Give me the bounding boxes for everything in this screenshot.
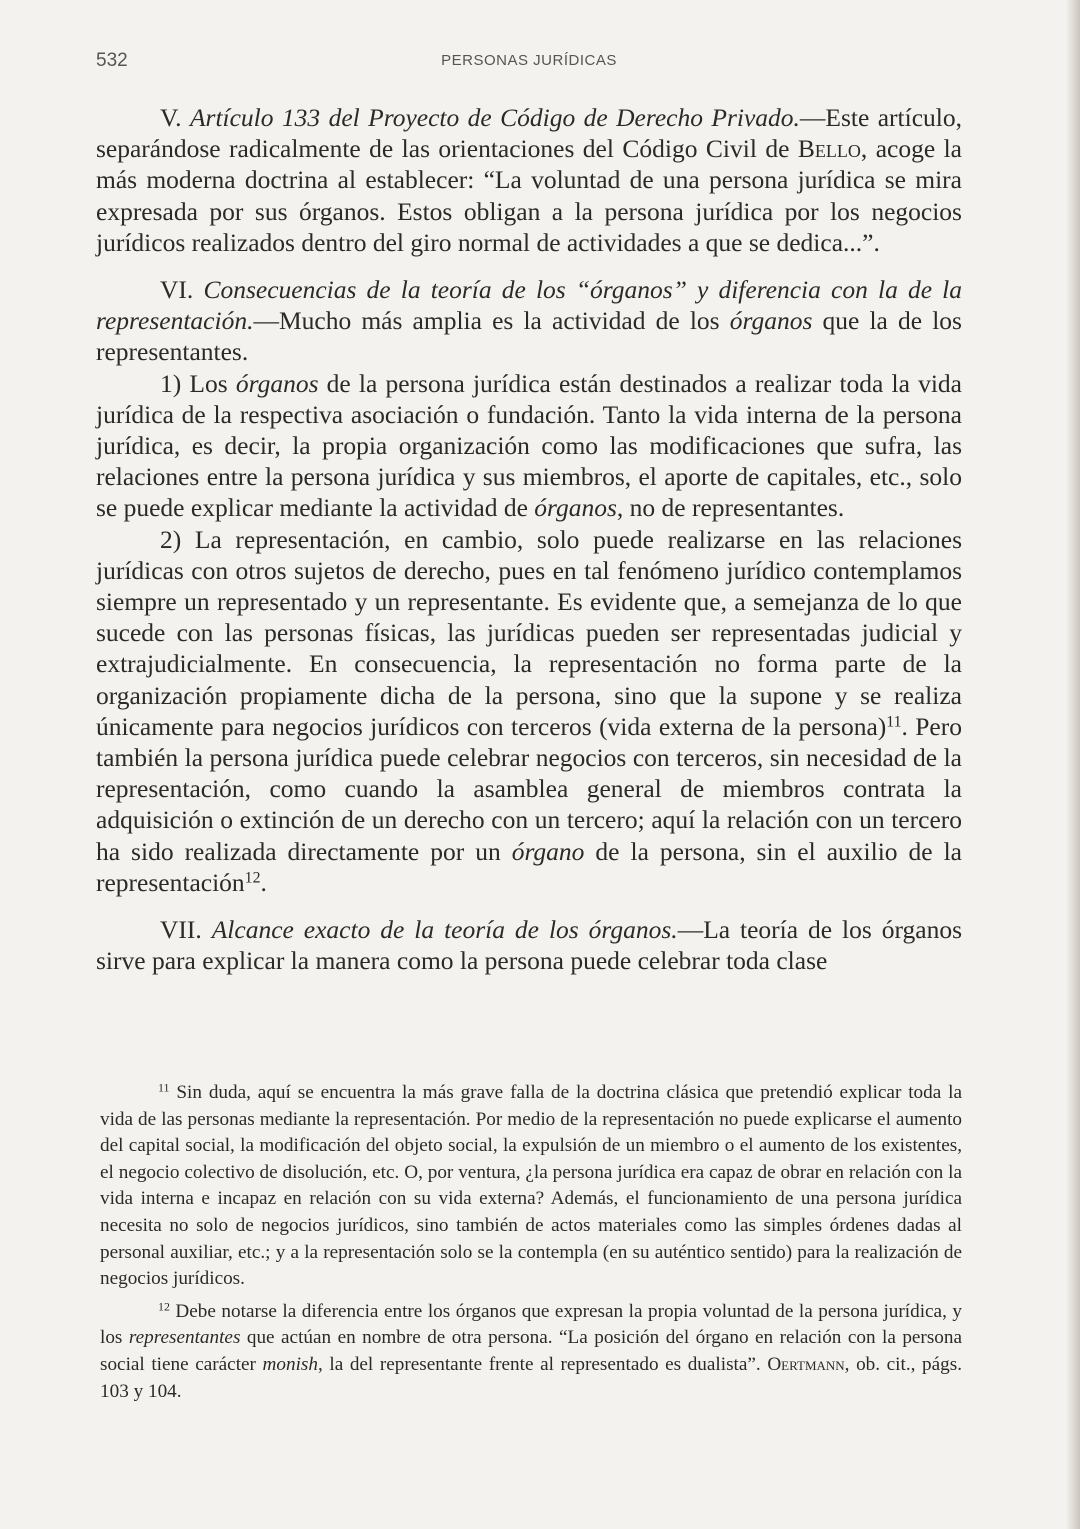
item-2-paragraph <box>96 524 962 898</box>
section-numeral: VI. <box>160 275 194 305</box>
paragraph-text: . <box>260 867 267 897</box>
footnote-ref-11[interactable]: 11 <box>886 713 902 731</box>
paragraph-text: —Mucho más amplia es la actividad de los <box>253 306 730 336</box>
paragraph-text: —Este artículo, separándose radicalmente de las orientaciones del Código Civil de <box>96 103 962 164</box>
footnote-text: , ob. cit., págs. 103 y 104. <box>100 1353 962 1402</box>
footnote-12 <box>100 1299 962 1405</box>
paragraph-text: 2) La representación, en cambio, solo puede realizarse en las relaciones jurídicas con otros sujetos de derecho, pues en tal fenómeno jurídico contemplamos siempre un representado y un representante. Es evidente que, a semejanza de lo que sucede con las personas físicas, las jurídicas pueden ser representadas judicial y extrajudicialmente. En consecuencia, la representación no forma parte de la organización propiamente dicha de la persona, sino que la supone y se realiza únicamente para negocios jurídicos con terceros (vida externa de la persona) <box>96 524 962 741</box>
footnote-text: Debe notarse la diferencia entre los órganos que expresan la propia voluntad de la persona jurídica, y los <box>100 1300 962 1349</box>
section-numeral: V. <box>160 103 182 132</box>
item-1-paragraph <box>96 368 962 524</box>
author-name: Bello <box>797 134 861 164</box>
emphasis: órganos <box>534 493 617 523</box>
paragraph-text: —La teoría de los órganos sirve para explicar la manera como la persona puede celebrar toda clase <box>96 915 963 976</box>
paragraph-text: de la persona jurídica están destinados a realizar toda la vida jurídica de la respectiva asociación o fundación. Tanto la vida interna de la persona jurídica, es decir, la propia organización como las modificaciones que sufra, las relaciones entre la persona jurídica y sus miembros, el aporte de capitales, etc., solo se puede explicar mediante la actividad de <box>96 368 963 523</box>
footnote-mark: 11 <box>158 1080 170 1095</box>
page-edge-shadow <box>1066 0 1080 1529</box>
emphasis: monish <box>262 1353 318 1375</box>
section-numeral: VII. <box>160 915 202 945</box>
section-v-paragraph <box>96 102 962 258</box>
author-name: Oertmann <box>767 1353 845 1375</box>
page-header <box>96 50 962 74</box>
paragraph-text: 1) Los <box>160 368 236 398</box>
paragraph-text: que la de los representantes. <box>96 306 962 367</box>
section-heading: Artículo 133 del Proyecto de Código de Derecho Privado. <box>189 103 800 132</box>
body-text <box>96 102 962 976</box>
paragraph-text: , acoge la más moderna doctrina al establecer: “La voluntad de una persona jurídica se mira expresada por sus órganos. Estos obligan a la persona jurídica por los negocios jurídicos realizados dentro del giro normal de actividades a que se dedica...”. <box>96 134 962 257</box>
section-heading: Alcance exacto de la teoría de los órganos. <box>211 915 678 945</box>
section-vii-paragraph <box>96 914 962 976</box>
footnote-text: Sin duda, aquí se encuentra la más grave falla de la doctrina clásica que pretendió explicar toda la vida de las personas mediante la representación. Por medio de la representación no puede explicarse el aumento del capital social, la modificación del objeto social, la expulsión de un miembro o el aumento de los existentes, el negocio colectivo de disolución, etc. O, por ventura, ¿la persona jurídica era capaz de obrar en relación con la vida interna e incapaz en relación con su vida externa? Además, el funcionamiento de una persona jurídica necesita no solo de negocios jurídicos, sino también de actos materiales como las simples órdenes dadas al personal auxiliar, etc.; y a la representación solo se la contempla (en su auténtico sentido) para la realización de negocios jurídicos. <box>100 1082 962 1290</box>
paragraph-text: . Pero también la persona jurídica puede celebrar negocios con terceros, sin necesidad de la representación, como cuando la asamblea general de miembros contrata la adquisición o extinción de un derecho con un tercero; aquí la relación con un tercero ha sido realizada directamente por un <box>96 711 962 866</box>
page-number: 532 <box>96 50 128 71</box>
section-heading: Consecuencias de la teoría de los “órganos” y diferencia con la de la representación. <box>96 275 962 336</box>
paragraph-text: de la persona, sin el auxilio de la representación <box>96 836 962 897</box>
footnote-ref-12[interactable]: 12 <box>244 869 261 887</box>
paragraph-text: , no de representantes. <box>616 493 845 523</box>
running-head: PERSONAS JURÍDICAS <box>441 52 617 69</box>
emphasis: órganos <box>729 306 813 336</box>
footnote-text: , la del representante frente al representado es dualista”. <box>317 1353 768 1375</box>
emphasis: representantes <box>128 1327 241 1349</box>
footnote-11 <box>100 1080 962 1293</box>
emphasis: órgano <box>511 836 585 866</box>
footnotes <box>100 1080 962 1405</box>
footnote-mark: 12 <box>158 1299 170 1314</box>
emphasis: órganos <box>235 368 319 398</box>
footnote-text: que actúan en nombre de otra persona. “La posición del órgano en relación con la persona social tiene carácter <box>100 1327 962 1375</box>
section-vi-paragraph <box>96 274 962 368</box>
